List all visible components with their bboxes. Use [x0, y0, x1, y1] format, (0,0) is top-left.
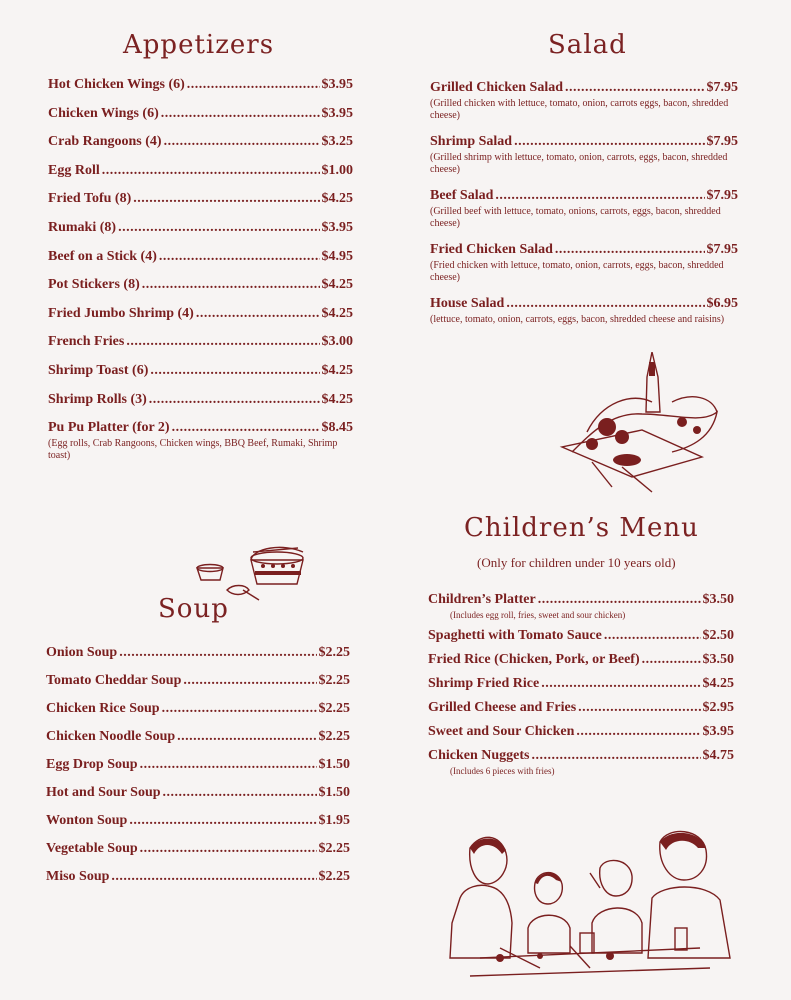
menu-item-line [48, 220, 353, 236]
dot-leader [111, 869, 316, 885]
childrens-menu-section [428, 592, 734, 784]
family-dining-icon [440, 828, 740, 978]
menu-item-line [48, 134, 353, 150]
menu-item-line [48, 249, 353, 265]
menu-item-price: $2.25 [318, 869, 350, 884]
menu-item [430, 242, 738, 284]
dot-leader [172, 420, 320, 436]
dot-leader [133, 191, 319, 207]
menu-item-description: (Grilled chicken with lettuce, tomato, onion, carrots eggs, bacon, shredded cheese) [430, 98, 729, 121]
menu-item [48, 134, 353, 150]
menu-item-name: Crab Rangoons (4) [48, 134, 162, 150]
dot-leader [140, 757, 317, 773]
menu-item-price: $7.95 [706, 134, 738, 149]
menu-item [430, 296, 738, 326]
menu-item-name: Fried Rice (Chicken, Pork, or Beef) [428, 652, 640, 667]
menu-item [48, 363, 353, 379]
menu-item [46, 785, 350, 801]
menu-item [48, 249, 353, 265]
dot-leader [164, 134, 320, 150]
menu-item-line [46, 673, 350, 689]
menu-item-price: $2.50 [702, 628, 734, 643]
dot-leader [495, 188, 704, 204]
menu-item-name: Beef Salad [430, 188, 494, 203]
menu-item [428, 724, 734, 740]
menu-item-name: Hot Chicken Wings (6) [48, 77, 185, 92]
menu-item-name: Fried Tofu (8) [48, 191, 132, 207]
menu-item-price: $4.25 [702, 676, 734, 691]
menu-item-line [48, 77, 353, 93]
dot-leader [642, 652, 701, 668]
menu-item-name: Wonton Soup [46, 813, 128, 828]
dot-leader [149, 392, 320, 408]
soup-section [46, 645, 350, 897]
menu-item-line [430, 134, 738, 150]
menu-item [430, 134, 738, 176]
menu-item [48, 106, 353, 122]
menu-item [428, 748, 734, 776]
dot-leader [142, 277, 320, 293]
menu-item [48, 163, 353, 179]
dot-leader [159, 249, 320, 265]
childrens-menu-title: Children’s Menu [464, 513, 699, 543]
menu-item [46, 813, 350, 829]
menu-item-price: $3.95 [702, 724, 734, 739]
menu-item-name: Grilled Chicken Salad [430, 80, 564, 95]
menu-item-name: Shrimp Toast (6) [48, 362, 149, 378]
menu-item-line [48, 306, 353, 322]
menu-item-line [46, 645, 350, 661]
dot-leader [541, 676, 700, 692]
menu-item-price: $7.95 [706, 80, 738, 95]
dot-leader [187, 77, 320, 93]
menu-item-price: $2.25 [318, 645, 350, 660]
menu-item [46, 673, 350, 689]
menu-item-name: Shrimp Rolls (3) [48, 391, 147, 407]
menu-item-line [48, 163, 353, 179]
dot-leader [555, 242, 705, 258]
menu-item-price: $7.95 [706, 188, 738, 203]
dot-leader [565, 80, 704, 96]
menu-item-price: $4.25 [321, 191, 353, 207]
menu-item-note: (Includes egg roll, fries, sweet and sour chicken) [450, 610, 626, 620]
menu-item-price: $3.95 [321, 105, 353, 121]
dot-leader [578, 700, 700, 716]
menu-item [428, 628, 734, 644]
menu-item-price: $2.25 [318, 701, 350, 716]
dot-leader [129, 813, 316, 829]
menu-item-line [428, 748, 734, 764]
menu-item-name: Children’s Platter [428, 592, 536, 607]
menu-item-name: Vegetable Soup [46, 841, 138, 856]
menu-item-name: Grilled Cheese and Fries [428, 700, 577, 715]
menu-item-name: Chicken Nuggets [428, 748, 530, 763]
menu-item-name: Miso Soup [46, 869, 110, 884]
menu-item-line [46, 869, 350, 885]
menu-item-price: $7.95 [706, 242, 738, 257]
menu-item-price: $2.25 [318, 673, 350, 688]
menu-item-price: $2.95 [702, 700, 734, 715]
menu-item [48, 420, 353, 462]
menu-item-line [428, 676, 734, 692]
menu-item-price: $2.25 [318, 729, 350, 744]
menu-item [428, 700, 734, 716]
menu-item-name: French Fries [48, 334, 125, 350]
menu-item-price: $2.25 [318, 841, 350, 856]
menu-item-description: (Egg rolls, Crab Rangoons, Chicken wings, BBQ Beef, Rumaki, Shrimp toast) [48, 438, 338, 462]
menu-item-price: $1.95 [318, 813, 350, 828]
menu-item-price: $1.00 [321, 162, 353, 178]
menu-item-name: Hot and Sour Soup [46, 785, 161, 800]
menu-item-line [430, 188, 738, 204]
menu-item [46, 841, 350, 857]
childrens-menu-subtitle: (Only for children under 10 years old) [477, 555, 676, 570]
dot-leader [177, 729, 316, 745]
dot-leader [162, 701, 317, 717]
dot-leader [183, 673, 316, 689]
menu-item [48, 277, 353, 293]
menu-item-name: Fried Chicken Salad [430, 242, 553, 257]
menu-item-price: $8.45 [321, 420, 353, 436]
menu-item-description: (Grilled shrimp with lettuce, tomato, onion, carrots, eggs, bacon, shredded cheese) [430, 152, 728, 175]
dot-leader [118, 220, 319, 236]
menu-item-description: (Fried chicken with lettuce, tomato, onion, carrots, eggs, bacon, shredded cheese) [430, 260, 724, 283]
appetizers-title: Appetizers [123, 30, 275, 60]
menu-item-line [48, 191, 353, 207]
dot-leader [196, 306, 320, 322]
menu-item-price: $3.50 [702, 592, 734, 607]
menu-item [430, 80, 738, 122]
menu-item [428, 652, 734, 668]
salad-title: Salad [548, 30, 627, 60]
menu-item-name: Shrimp Fried Rice [428, 676, 540, 691]
menu-item-name: Shrimp Salad [430, 134, 513, 149]
menu-item-price: $4.75 [702, 748, 734, 763]
menu-item [428, 676, 734, 692]
dot-leader [538, 592, 701, 608]
menu-item-price: $1.50 [318, 785, 350, 800]
menu-item-name: Fried Jumbo Shrimp (4) [48, 305, 194, 321]
menu-item [48, 392, 353, 408]
menu-item-name: House Salad [430, 296, 505, 311]
menu-item-name: Sweet and Sour Chicken [428, 724, 575, 739]
menu-item-line [428, 592, 734, 608]
menu-item-line [48, 420, 353, 436]
menu-item [48, 77, 353, 93]
dot-leader [532, 748, 701, 764]
menu-item-line [46, 729, 350, 745]
menu-item [430, 188, 738, 230]
menu-item-price: $3.25 [321, 134, 353, 150]
menu-item-name: Chicken Wings (6) [48, 105, 159, 121]
menu-item-name: Rumaki (8) [48, 219, 117, 235]
dot-leader [150, 363, 319, 379]
menu-item-price: $3.50 [702, 652, 734, 667]
menu-item-line [428, 652, 734, 668]
menu-item-price: $4.25 [321, 362, 353, 378]
dot-leader [576, 724, 700, 740]
salad-section [430, 80, 738, 338]
dot-leader [126, 334, 319, 350]
menu-item-price: $1.50 [318, 757, 350, 772]
dot-leader [506, 296, 704, 312]
menu-item-line [48, 363, 353, 379]
menu-item-line [48, 106, 353, 122]
menu-item-price: $3.95 [321, 219, 353, 235]
menu-item [48, 334, 353, 350]
menu-item-name: Egg Roll [48, 162, 100, 178]
dot-leader [140, 841, 317, 857]
menu-item-line [48, 392, 353, 408]
menu-item-line [48, 334, 353, 350]
salad-platter-icon [552, 352, 732, 497]
dot-leader [604, 628, 701, 644]
menu-item-line [46, 813, 350, 829]
menu-item [46, 645, 350, 661]
menu-item [428, 592, 734, 620]
menu-item-name: Beef on a Stick (4) [48, 248, 157, 264]
menu-item-price: $3.95 [321, 77, 353, 92]
menu-item-line [46, 841, 350, 857]
soup-title: Soup [158, 594, 229, 624]
menu-item-name: Tomato Cheddar Soup [46, 673, 182, 688]
menu-item-line [428, 724, 734, 740]
menu-item-line [46, 785, 350, 801]
menu-item [48, 191, 353, 207]
menu-item-line [46, 701, 350, 717]
dot-leader [163, 785, 317, 801]
menu-item-line [430, 80, 738, 96]
menu-item-name: Chicken Noodle Soup [46, 729, 176, 744]
menu-item-description: (lettuce, tomato, onion, carrots, eggs, bacon, shredded cheese and raisins) [430, 314, 725, 325]
menu-item-price: $6.95 [706, 296, 738, 311]
menu-item-line [428, 628, 734, 644]
menu-item-line [430, 296, 738, 312]
menu-item [46, 757, 350, 773]
menu-item-line [48, 277, 353, 293]
menu-item-name: Egg Drop Soup [46, 757, 138, 772]
menu-item [48, 220, 353, 236]
menu-item-line [46, 757, 350, 773]
menu-item [46, 869, 350, 885]
menu-item-name: Onion Soup [46, 645, 118, 660]
menu-item-name: Pu Pu Platter (for 2) [48, 420, 170, 436]
dot-leader [119, 645, 316, 661]
menu-item-price: $4.25 [321, 391, 353, 407]
menu-item-note: (Includes 6 pieces with fries) [450, 766, 555, 776]
menu-item-price: $4.25 [321, 277, 353, 293]
dot-leader [161, 106, 320, 122]
menu-item-price: $4.95 [321, 248, 353, 264]
menu-item-price: $3.00 [321, 334, 353, 350]
menu-item [46, 729, 350, 745]
menu-item-description: (Grilled beef with lettuce, tomato, onions, carrots, eggs, bacon, shredded cheese) [430, 206, 721, 229]
menu-item-price: $4.25 [321, 305, 353, 321]
menu-item-line [430, 242, 738, 258]
dot-leader [102, 163, 320, 179]
menu-item [46, 701, 350, 717]
menu-item-name: Chicken Rice Soup [46, 701, 160, 716]
appetizers-section [48, 77, 353, 475]
menu-item-line [428, 700, 734, 716]
menu-item-name: Pot Stickers (8) [48, 277, 140, 293]
dot-leader [514, 134, 704, 150]
menu-item-name: Spaghetti with Tomato Sauce [428, 628, 602, 643]
menu-item [48, 306, 353, 322]
